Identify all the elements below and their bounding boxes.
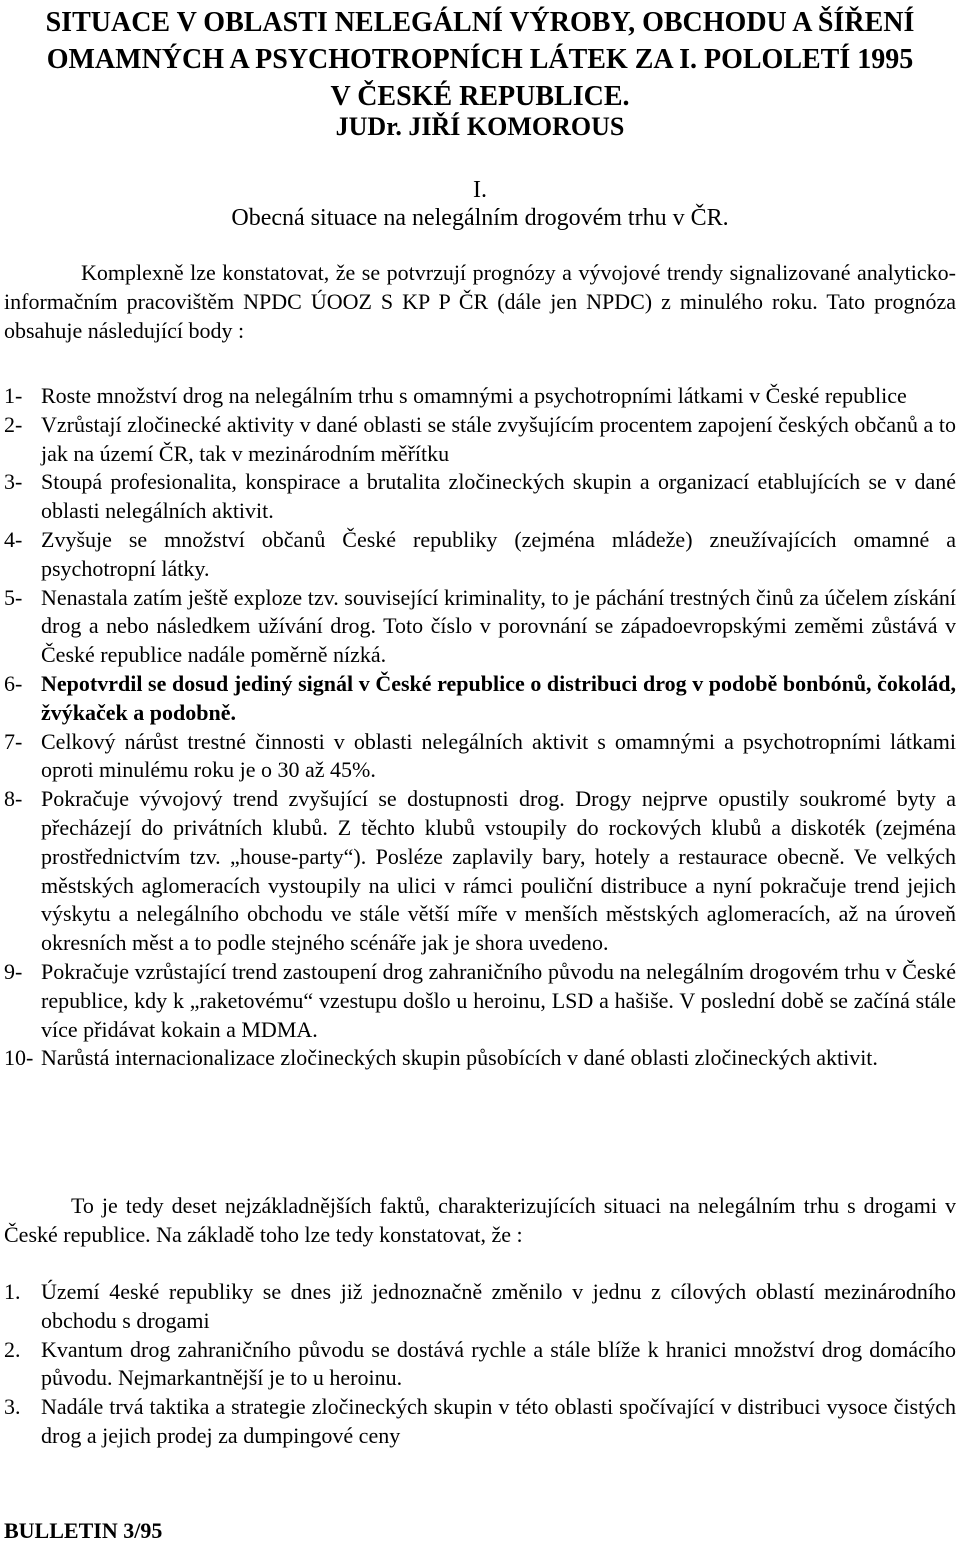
item-number: 2-: [4, 411, 23, 437]
list-item: [4, 958, 956, 1044]
item-number: 6-: [4, 670, 23, 696]
item-number: 3.: [4, 1394, 21, 1420]
list-item: [4, 1336, 956, 1394]
list-item: [4, 411, 956, 469]
author-name: JUDr. JIŘÍ KOMOROUS: [335, 112, 625, 141]
item-text: Zvyšuje se množství občanů České republiky (zejména mládeže) zneužívajících omamné a psychotropní látky.: [41, 526, 956, 581]
document-title: [0, 4, 960, 115]
item-number: 8-: [4, 786, 23, 812]
item-number: 1.: [4, 1279, 21, 1304]
list-item: [4, 468, 956, 526]
summary-paragraph: To je tedy deset nejzákladnějších faktů, charakterizujících situaci na nelegálním trhu s drogami v České republice. Na základě toho lze tedy konstatovat, že :: [4, 1193, 956, 1247]
list-item: [4, 785, 956, 958]
item-number: 3-: [4, 469, 23, 495]
bulletin-footer: BULLETIN 3/95: [4, 1518, 163, 1543]
item-text: Vzrůstají zločinecké aktivity v dané oblasti se stále zvyšujícím procentem zapojení českých občanů a to jak na území ČR, tak v mezinárodním měřítku: [41, 411, 956, 466]
list-item: [4, 670, 956, 728]
intro-paragraph: Komplexně lze konstatovat, že se potvrzují prognózy a vývojové trendy signalizované analyticko-informačním pracovištěm NPDC ÚOOZ S KP P ČR (dále jen NPDC) z minulého roku. Tato prognóza obsahuje následující body :: [4, 260, 956, 343]
item-number: 10-: [4, 1045, 34, 1071]
title-line-1: SITUACE V OBLASTI NELEGÁLNÍ VÝROBY, OBCHODU A ŠÍŘENÍ: [45, 7, 915, 38]
item-number: 7-: [4, 728, 23, 754]
item-text: Narůstá internacionalizace zločineckých skupin působících v dané oblasti zločineckých aktivit.: [41, 1045, 878, 1071]
list-item: [4, 1393, 956, 1451]
list-item: [4, 584, 956, 670]
item-text-bold: Nepotvrdil se dosud jediný signál v České republice o distribuci drog v podobě bonbónů, čokolád, žvýkaček a podobně.: [41, 670, 956, 725]
section-number: I.: [473, 177, 487, 203]
points-list: [4, 382, 956, 1073]
title-line-3: V ČESKÉ REPUBLICE.: [330, 81, 630, 112]
item-text: Pokračuje vzrůstající trend zastoupení drog zahraničního původu na nelegálním drogovém trhu v České republice, kdy k „raketovému“ vzestupu došlo u heroinu, LSD a hašiše. V poslední době se začíná stále více přidávat kokain a MDMA.: [41, 958, 956, 1042]
title-line-2: OMAMNÝCH A PSYCHOTROPNÍCH LÁTEK ZA I. POLOLETÍ 1995: [46, 44, 914, 75]
item-number: 9-: [4, 958, 23, 984]
list-item: [4, 1278, 956, 1336]
list-item: [4, 526, 956, 584]
item-text: Celkový nárůst trestné činnosti v oblasti nelegálních aktivit s omamnými a psychotropními látkami oproti minulému roku je o 30 až 45%.: [41, 728, 956, 783]
item-text: Roste množství drog na nelegálním trhu s omamnými a psychotropními látkami v České republice: [41, 383, 907, 408]
item-text: Kvantum drog zahraničního původu se dostává rychle a stále blíže k hranici množství drog domácího původu. Nejmarkantnější je to u heroinu.: [41, 1336, 956, 1391]
item-number: 2.: [4, 1336, 21, 1362]
list-item: [4, 728, 956, 786]
item-text: Stoupá profesionalita, konspirace a brutalita zločineckých skupin a organizací etablujících se v dané oblasti nelegálních aktivit.: [41, 469, 956, 524]
list-item: [4, 382, 956, 411]
item-text: Pokračuje vývojový trend zvyšující se dostupnosti drog. Drogy nejprve opustily soukromé byty a přecházejí do privátních klubů. Z těchto klubů vstoupily do rockových klubů a diskoték (zejména prostřednictvím tzv. „house-party“). Posléze zaplavily bary, hotely a restaurace obecně. Ve velkých městských aglomeracích vystoupily na ulici v rámci pouliční distribuce a nyní pokračuje trend jejich výskytu a nelegálního obchodu ve stále větší míře v menších městských aglomeracích, až na úroveň okresních měst a to podle stejného scénáře jak je shora uvedeno.: [41, 786, 956, 956]
item-number: 5-: [4, 584, 23, 610]
item-text: Území 4eské republiky se dnes již jednoznačně změnilo v jednu z cílových oblastí mezinárodního obchodu s drogami: [41, 1279, 956, 1333]
item-number: 1-: [4, 383, 23, 408]
section-title: Obecná situace na nelegálním drogovém trhu v ČR.: [231, 205, 729, 231]
list-item: [4, 1044, 956, 1073]
item-text: Nenastala zatím ještě exploze tzv. související kriminality, to je páchání trestných činů za účelem získání drog a nebo následkem užívání drog. Toto číslo v porovnání se západoevropskými zeměmi zůstává v České republice nadále poměrně nízká.: [41, 584, 956, 668]
item-number: 4-: [4, 526, 23, 552]
item-text: Nadále trvá taktika a strategie zločineckých skupin v této oblasti spočívající v distribuci vysoce čistých drog a jejich prodej za dumpingové ceny: [41, 1394, 956, 1448]
conclusions-list: [4, 1278, 956, 1451]
